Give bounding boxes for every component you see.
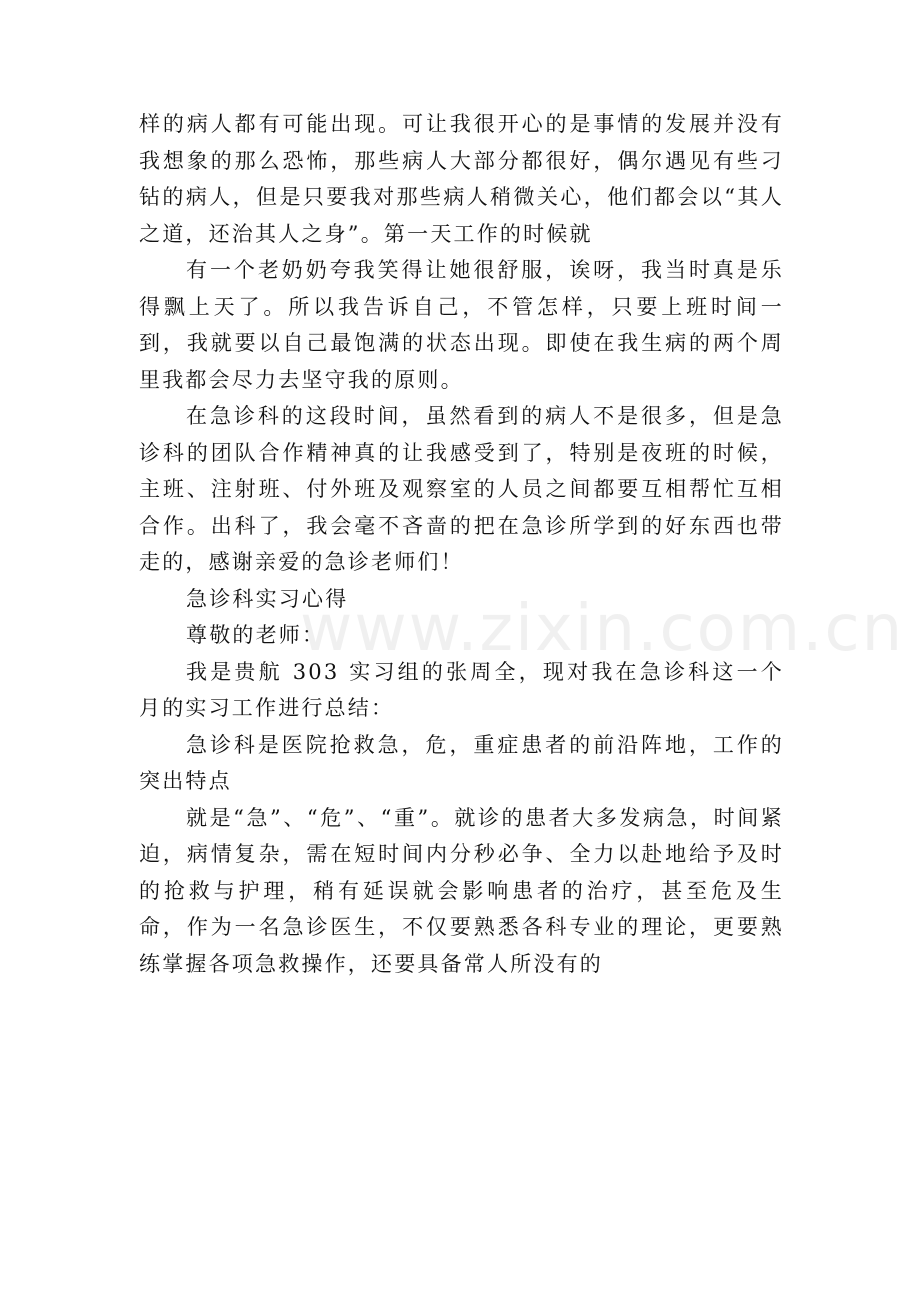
salutation: 尊敬的老师：: [186, 623, 326, 647]
document-body: [139, 106, 784, 982]
watermark: www.zixin.com.cn: [300, 592, 905, 666]
paragraph-3: 在急诊科的这段时间，虽然看到的病人不是很多，但是急诊科的团队合作精神真的让我感受到了，特别是夜班的时候，主班、注射班、付外班及观察室的人员之间都要互相帮忙互相合作。出科了，我会毫不吝啬的把在急诊所学到的好东西也带走的，感谢亲爱的急诊老师们！: [139, 404, 784, 574]
paragraph-6: 就是“急”、“危”、“重”。就诊的患者大多发病急，时间紧迫，病情复杂，需在短时间内分秒必争、全力以赴地给予及时的抢救与护理，稍有延误就会影响患者的治疗，甚至危及生命，作为一名急诊医生，不仅要熟悉各科专业的理论，更要熟练掌握各项急救操作，还要具备常人所没有的: [139, 805, 784, 976]
paragraph-1: 样的病人都有可能出现。可让我很开心的是事情的发展并没有我想象的那么恐怖，那些病人大部分都很好，偶尔遇见有些刁钻的病人，但是只要我对那些病人稍微关心，他们都会以“其人之道，还治其人之身”。第一天工作的时候就: [139, 112, 784, 246]
paragraph-2: 有一个老奶奶夸我笑得让她很舒服，诶呀，我当时真是乐得飘上天了。所以我告诉自己，不管怎样，只要上班时间一到，我就要以自己最饱满的状态出现。即使在我生病的两个周里我都会尽力去坚守我的原则。: [139, 258, 784, 392]
section-heading: 急诊科实习心得: [186, 586, 349, 611]
paragraph-intro: 我是贵航 303 实习组的张周全，现对我在急诊科这一个月的实习工作进行总结：: [139, 659, 784, 720]
paragraph-5: 急诊科是医院抢救急，危，重症患者的前沿阵地，工作的突出特点: [139, 732, 784, 793]
